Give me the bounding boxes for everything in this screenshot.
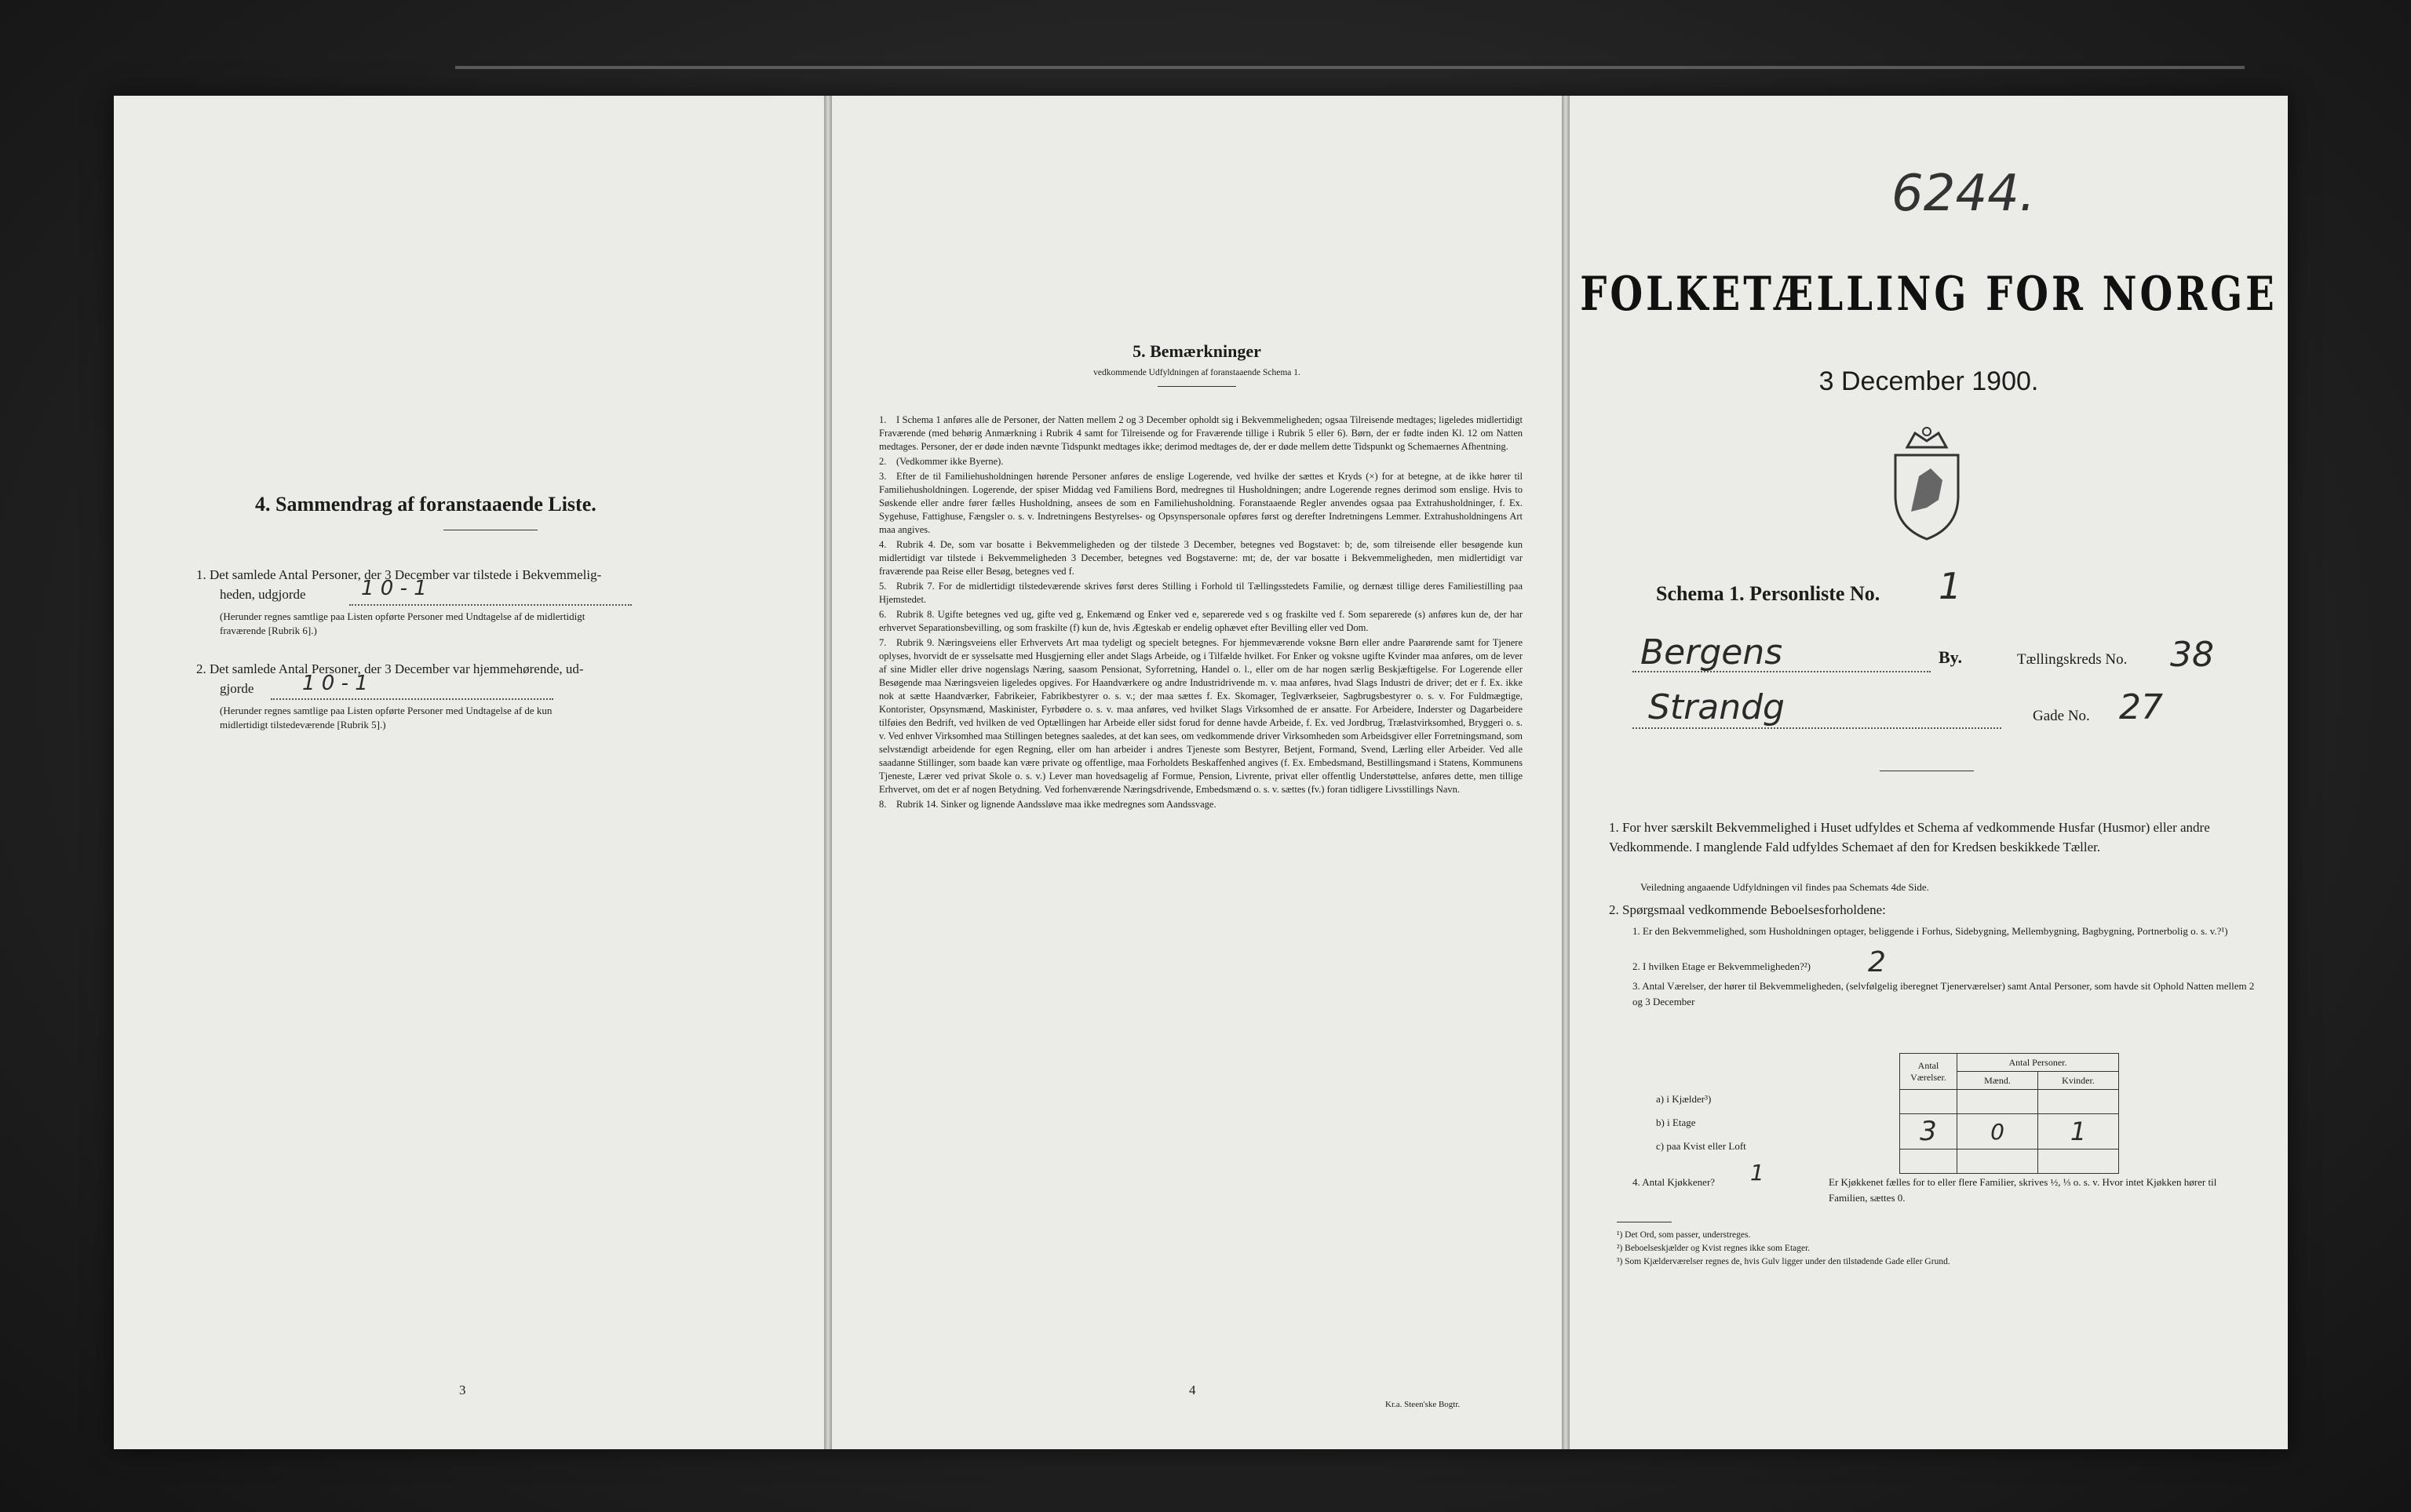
summary-item-2-handwritten: 1 0 - 1 (302, 672, 368, 695)
city-label: By. (1939, 647, 1962, 667)
remarks-subtitle: vedkommende Udfyldningen af foranstaaende Schema 1. (1093, 368, 1300, 377)
floor-women-handwritten: 1 (2038, 1114, 2119, 1149)
personliste-number-handwritten: 1 (1939, 565, 1962, 607)
district-handwritten: 38 (2170, 635, 2214, 675)
floor-rooms-handwritten: 3 (1900, 1114, 1957, 1149)
header-rooms: Antal Værelser. (1900, 1054, 1957, 1090)
street-number-handwritten: 27 (2119, 687, 2163, 727)
schema-label: Schema 1. Personliste No. (1656, 582, 1880, 605)
remark-item: 7. Rubrik 9. Næringsveiens eller Erhvervets Art maa tydeligt og specielt betegnes. For hjemmeværende voksne Børn eller andre Paarørende samt for Tjenere oplyses, hvorvidt de er sysselsatte med Husgjerning eller andet Slags Arbeide, og i Tilfælde hvilket. For Enker og voksne ugifte Kvinder maa anføres, om de lever af sine Midler eller drive nogenslags Næring, saasom Pensionat, Syforretning, Handel o. l., eller om de har nogen særlig Beskjæftigelse. For Logerende eller Besøgende maa Næringsveien ligeledes opgives. For Haandværkere og andre Industridrivende m. v. maa anføres, hvad Slags Industri de driver; det er f. Ex. ikke nok at sætte Haandværker, Fabrikeier, Fabrikbestyrer o. s. v.; der maa sættes f. Ex. Skomager, Teglværkseier, Sagbrugsbestyrer o. s. v. For Fuldmægtige, Kontorister, Opsynsmænd, Maskinister, Fyrbødere o. s. v. maa anføres, ved hvilket Slags Virksomhed de er ansatte. For Arbeidere, Inderster og Dagarbeidere tilføies den Bedrift, ved hvilken de ved Optællingen har Arbeide eller sidst forud for denne havde Arbeide, f. Ex. ved Jordbrug, Trælastvirksomhed, Bryggeri o. s. v. Ved enhver Virksomhed maa Stillingen betegnes saaledes, at det kan sees, om vedkommende driver Virksomheden som Arbeidsgiver eller Forretningsmand, som selvstændigt arbeidende for egen Regning, eller om han arbeider i andres Tjeneste som Bestyrer, Betjent, Formand, Svend, Lærling eller Arbeider. Ved alle saadanne Stillinger, som baade kan være private og offentlige, maa Forholdets Beskaffenhed angives (f. Ex. Embedsmand, Bestillingsmand i Statens, Kommunens Tjeneste, Lærer ved privat Skole o. s. v.) Lever man hovedsagelig af Formue, Pension, Livrente, privat eller offentlig Understøttelse, anføres dette, men tillige Erhvervet, om det er af nogen Betydning. Ved forhenværende Næringsdrivende, Embedsmænd o. s. v. sættes (fv.) foran tidligere Livsstillings Navn. (879, 637, 1523, 795)
remarks-title: 5. Bemærkninger (1133, 341, 1261, 361)
summary-item-2: 2. Det samlede Antal Personer, der 3 December var hjemmehørende, ud- (196, 661, 584, 676)
gutter (1562, 96, 1570, 1449)
question-2: 2. I hvilken Etage er Bekvemmeligheden?²) (1632, 960, 1811, 972)
printer-imprint: Kr.a. Steen'ske Bogtr. (1385, 1400, 1461, 1409)
header-women: Kvinder. (2038, 1072, 2119, 1090)
header-men: Mænd. (1957, 1072, 2038, 1090)
question-4: 4. Antal Kjøkkener? (1632, 1176, 1716, 1188)
remarks-list (879, 414, 1523, 813)
summary-item-1-line2: heden, udgjorde (220, 587, 306, 602)
instruction-2: 2. Spørgsmaal vedkommende Beboelsesforholdene: (1609, 902, 1886, 917)
page-remarks (832, 96, 1562, 1449)
summary-item-1-note: (Herunder regnes samtlige paa Listen opførte Personer med Undtagelse af de midlertidigt (220, 610, 585, 622)
footnote-1: ¹) Det Ord, som passer, understreges. (1617, 1230, 1751, 1240)
footnote-2: ²) Beboelseskjælder og Kvist regnes ikke som Etager. (1617, 1244, 1811, 1253)
remark-item: 5. Rubrik 7. For de midlertidigt tilstedeværende skrives først deres Stilling i Forhold til Tællingsstedets Familie, og dernæst tillige deres Familiestilling paa Hjemstedet. (879, 581, 1523, 605)
coat-of-arms-icon (1884, 425, 1970, 543)
rooms-persons-table (1899, 1053, 2119, 1174)
row-attic-label: c) paa Kvist eller Loft (1656, 1140, 1746, 1152)
form-title: FOLKETÆLLING FOR NORGE (1580, 267, 2278, 322)
row-cellar-label: a) i Kjælder³) (1656, 1093, 1712, 1105)
remark-item: 1. I Schema 1 anføres alle de Personer, der Natten mellem 2 og 3 December opholdt sig i Bekvemmeligheden; ogsaa Tilreisende medtages; ligeledes midlertidigt Fraværende (med behørig Anmærkning i Rubrik 4 samt for Tilreisende og for Fraværende tillige i Rubrik 5 eller 6). Børn, der er fødte inden Kl. 12 om Natten medtages. Personer, der er døde inden nævnte Tidspunkt medtages ikke; derimod medtages de, der er døde mellem dette Tidspunkt og Schemaernes Afhentning. (879, 414, 1523, 452)
question-3: 3. Antal Værelser, der hører til Bekvemmeligheden, (selvfølgelig iberegnet Tjenerværelser) samt Antal Personer, som havde sit Ophold Natten mellem 2 og 3 December (1632, 980, 2255, 1007)
instruction-1: 1. For hver særskilt Bekvemmelighed i Huset udfyldes et Schema af vedkommende Husfar (Husmor) eller andre Vedkommende. I manglende Fald udfyldes Schemaet af den for Kredsen beskikkede Tæller. (1609, 820, 2210, 854)
scan-edge (455, 66, 2245, 69)
gutter (824, 96, 832, 1449)
city-line (1632, 671, 1931, 672)
street-handwritten: Strandg (1648, 687, 1785, 727)
summary-item-2-note2: midlertidigt tilstedeværende [Rubrik 5].) (220, 719, 386, 730)
street-line (1632, 727, 2001, 729)
question-4-handwritten: 1 (1750, 1160, 1764, 1186)
summary-title: 4. Sammendrag af foranstaaende Liste. (255, 493, 596, 516)
summary-item-1-note2: fraværende [Rubrik 6].) (220, 625, 317, 636)
floor-men-handwritten: 0 (1957, 1114, 2038, 1149)
remark-item: 2. (Vedkommer ikke Byerne). (879, 456, 1004, 467)
city-handwritten: Bergens (1640, 632, 1783, 672)
document-spread (114, 96, 2288, 1449)
question-2-handwritten: 2 (1868, 946, 1886, 978)
answer-line-2 (271, 698, 553, 700)
remark-item: 8. Rubrik 14. Sinker og lignende Aandssløve maa ikke medregnes som Aandssvage. (879, 799, 1216, 810)
remarks-rule (1158, 386, 1236, 387)
page-summary (114, 96, 824, 1449)
district-label: Tællingskreds No. (2017, 651, 2128, 668)
remark-item: 4. Rubrik 4. De, som var bosatte i Bekvemmeligheden og der tilstede 3 December, betegnes ved Bogstavet: b; de, som tilreisende eller besøgende kun midlertidigt var tilstede i Bekvemmeligheden 3 December, betegnes ved Bogstaverne: mt; de, der var bosatte i Bekvemmeligheden, men midlertidigt var fraværende paa Reise eller Besøg, betegnes ved f. (879, 539, 1523, 577)
row-floor-label: b) i Etage (1656, 1117, 1696, 1128)
remark-item: 6. Rubrik 8. Ugifte betegnes ved ug, gifte ved g, Enkemænd og Enker ved e, separerede ved s og fraskilte ved f. Som separerede (s) anføres kun de, der har erhvervet Separationsbevilling, og som fraskilte (f) kun de, hvis Ægteskab er endelig ophævet efter Bevilling eller ved Dom. (879, 609, 1523, 633)
street-number-label: Gade No. (2033, 708, 2090, 724)
question-1: 1. Er den Bekvemmelighed, som Husholdningen optager, beliggende i Forhus, Sidebygning, Mellembygning, Bagbygning, Portnerbolig o. s. v.?¹) (1632, 925, 2228, 937)
summary-item-2-note: (Herunder regnes samtlige paa Listen opførte Personer med Undtagelse af de kun (220, 705, 553, 716)
page-title-form (1570, 96, 2288, 1449)
summary-item-1: 1. Det samlede Antal Personer, der 3 December var tilstede i Bekvemmelig- (196, 567, 602, 582)
instruction-1-note: Veiledning angaaende Udfyldningen vil findes paa Schemats 4de Side. (1640, 881, 1929, 893)
census-date: 3 December 1900. (1818, 366, 2039, 396)
remark-item: 3. Efter de til Familiehusholdningen hørende Personer anføres de enslige Logerende, ved hvilke der sættes et Kryds (×) for at betegne, at de ikke hører til Familiehusholdningen. Logerende, der spiser Middag ved Familiens Bord, medregnes til Husholdningen; andre Logerende regnes derimod som enslige. Hvis to Søskende eller andre fører fælles Husholdning, ansees de som en Familiehusholdning. Foranstaaende Regler anvendes ogsaa paa Extrahusholdninger, f. Ex. Sygehuse, Fattighuse, Fængsler o. s. v. Indretningens Bestyrelses- og Opsynspersonale opføres først og derefter Indretningens Lemmer. Extrahusholdningens Art maa angives. (879, 471, 1523, 535)
page-number: 4 (1189, 1383, 1196, 1397)
summary-item-1-handwritten: 1 0 - 1 (361, 577, 427, 600)
question-4-note: Er Kjøkkenet fælles for to eller flere Familier, skrives ½, ⅓ o. s. v. Hvor intet Kjøkken hører til Familien, sættes 0. (1829, 1176, 2217, 1204)
summary-item-2-line2: gjorde (220, 681, 254, 696)
catalog-number: 6244. (1891, 165, 2036, 223)
page-number: 3 (459, 1383, 466, 1397)
footnote-3: ³) Som Kjælderværelser regnes de, hvis Gulv ligger under den tilstødende Gade eller Grund. (1617, 1257, 1950, 1266)
answer-line-1 (349, 604, 632, 606)
header-persons: Antal Personer. (1957, 1054, 2119, 1072)
